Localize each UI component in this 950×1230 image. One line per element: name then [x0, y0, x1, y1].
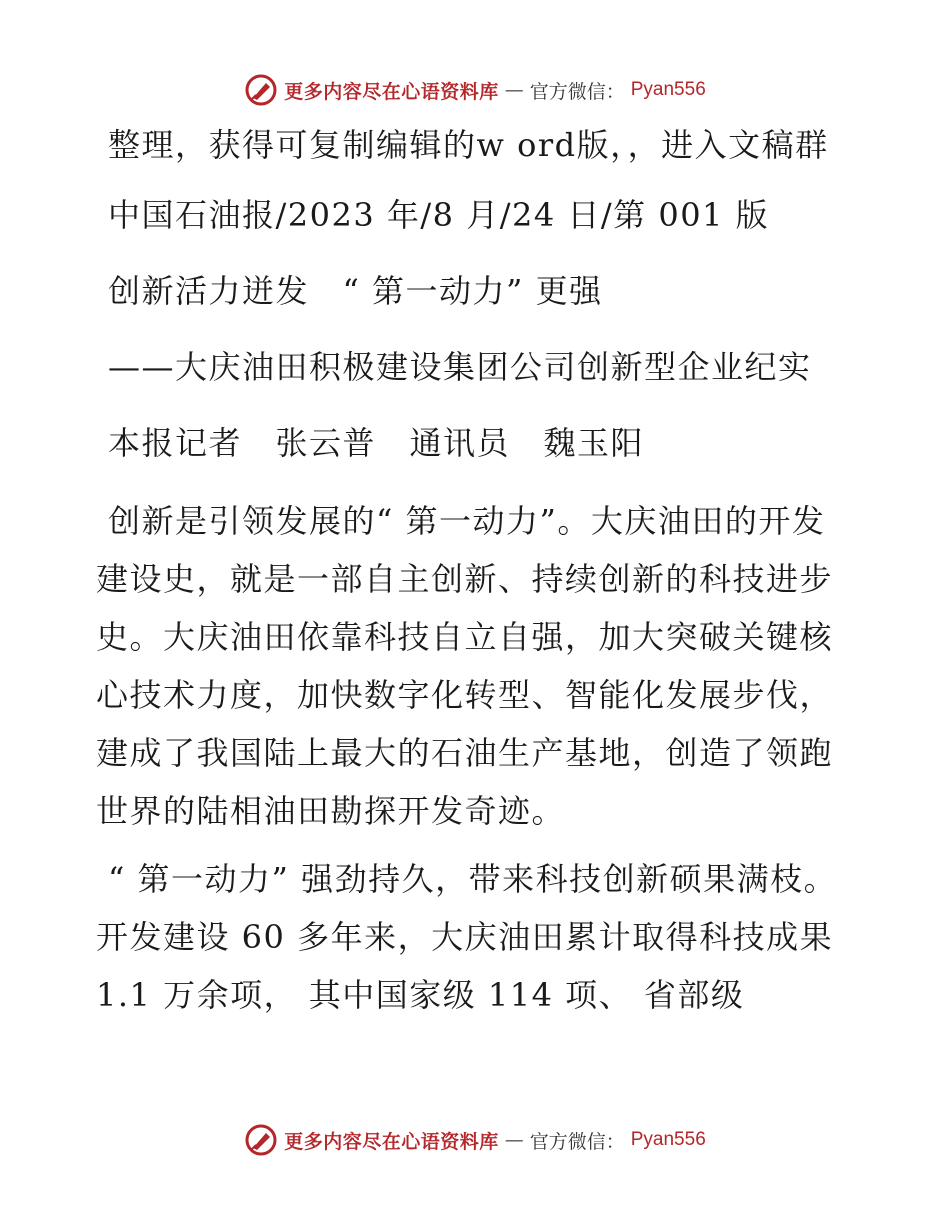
header-banner	[0, 70, 950, 110]
banner-dash: —	[504, 79, 524, 101]
footer-banner	[0, 1120, 950, 1160]
pen-nib-logo-icon	[244, 73, 278, 107]
subheadline: ——大庆油田积极建设集团公司创新型企业纪实	[108, 348, 812, 386]
banner-brand-text: 更多内容尽在心语资料库	[284, 1130, 499, 1153]
document-body	[96, 118, 856, 1034]
paragraph-1: 创新是引领发展的“ 第一动力”。大庆油田的开发建设史，就是一部自主创新、持续创新的科技进步史。大庆油田依靠科技自立自强，加大突破关键核心技术力度，加快数字化转型、智能化发展步伐，建成了我国陆上最大的石油生产基地，创造了领跑世界的陆相油田勘探开发奇迹。	[96, 502, 834, 830]
source-line: 中国石油报/2023 年/8 月/24 日/第 001 版	[108, 196, 770, 234]
banner-brand-text: 更多内容尽在心语资料库	[284, 80, 499, 103]
intro-note: 整理，获得可复制编辑的w ord版，，进入文稿群	[108, 126, 829, 164]
paragraph-2: “ 第一动力” 强劲持久，带来科技创新硕果满枝。开发建设 60 多年来，大庆油田累计取得科技成果 1.1 万余项， 其中国家级 114 项、 省部级	[96, 860, 838, 1014]
byline: 本报记者 张云普 通讯员 魏玉阳	[108, 424, 645, 462]
banner-wechat-id: Pyan556	[630, 1129, 706, 1150]
banner-dash: —	[504, 1129, 524, 1151]
banner-wechat-id: Pyan556	[630, 79, 706, 100]
banner-official-label: 官方微信：	[529, 1130, 625, 1153]
banner-official-label: 官方微信：	[529, 80, 625, 103]
pen-nib-logo-icon	[244, 1123, 278, 1157]
headline: 创新活力迸发 “ 第一动力” 更强	[108, 272, 603, 310]
